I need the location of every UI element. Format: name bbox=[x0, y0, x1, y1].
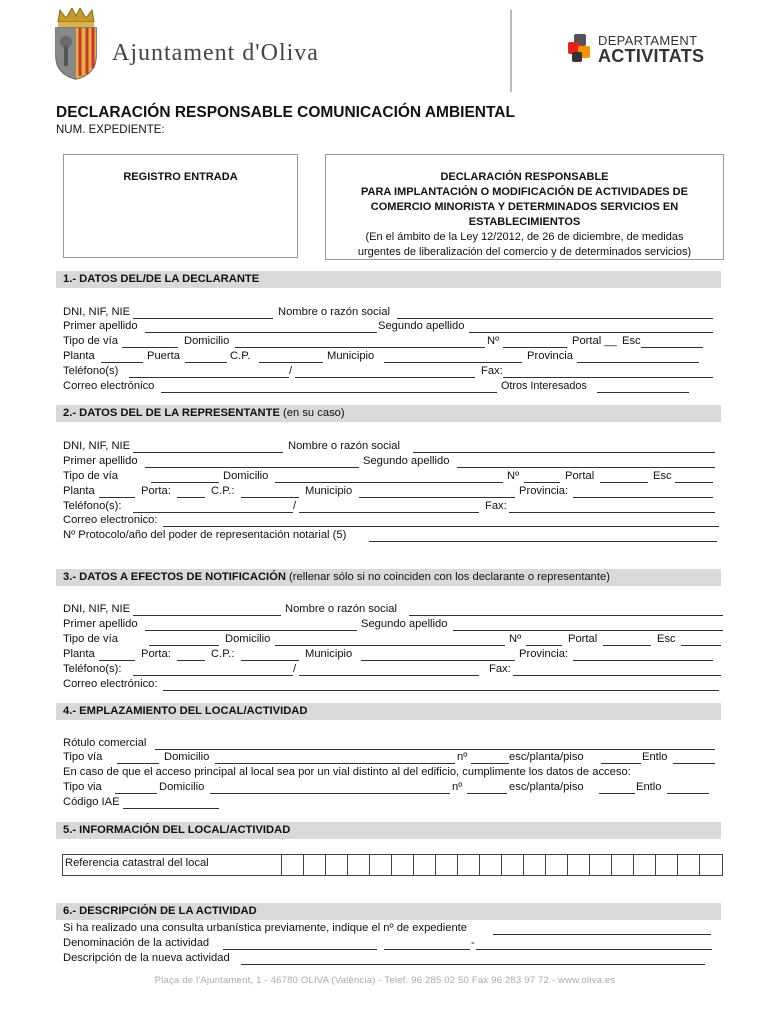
cp-field[interactable] bbox=[241, 497, 299, 498]
label: Nombre o razón social bbox=[288, 440, 400, 452]
numero-field[interactable] bbox=[524, 482, 560, 483]
numero-field[interactable] bbox=[471, 763, 509, 764]
label: Primer apellido bbox=[63, 320, 138, 332]
label: Segundo apellido bbox=[361, 618, 448, 630]
domicilio-field[interactable] bbox=[275, 645, 505, 646]
telefono-1-field[interactable] bbox=[129, 377, 289, 378]
label: Esc bbox=[622, 335, 641, 347]
cp-field[interactable] bbox=[259, 362, 323, 363]
label: Domicilio bbox=[223, 470, 269, 482]
label: C.P.: bbox=[211, 485, 235, 497]
correo-field[interactable] bbox=[163, 690, 719, 691]
catastral-cell[interactable] bbox=[523, 855, 546, 875]
label: Primer apellido bbox=[63, 455, 138, 467]
segundo-apellido-field[interactable] bbox=[469, 332, 713, 333]
section-title-wrap bbox=[63, 571, 610, 583]
telefono-2-field[interactable] bbox=[299, 675, 479, 676]
telefono-1-field[interactable] bbox=[133, 675, 293, 676]
catastral-cell[interactable] bbox=[633, 855, 656, 875]
catastral-cell[interactable] bbox=[303, 855, 326, 875]
descripcion-field[interactable] bbox=[241, 964, 705, 965]
label: Planta bbox=[63, 485, 95, 497]
registro-entrada-box[interactable] bbox=[63, 154, 298, 258]
correo-field[interactable] bbox=[161, 392, 497, 393]
escalera-field[interactable] bbox=[641, 347, 703, 348]
catastral-cell[interactable] bbox=[567, 855, 590, 875]
label: esc/planta/piso bbox=[509, 751, 584, 763]
denominacion-field-2[interactable] bbox=[384, 949, 470, 950]
denominacion-field-3[interactable] bbox=[476, 949, 712, 950]
declaracion-box bbox=[325, 154, 724, 260]
declaracion-line: ESTABLECIMIENTOS bbox=[468, 216, 581, 228]
section-title: 3.- DATOS A EFECTOS DE NOTIFICACIÓN bbox=[63, 571, 286, 583]
section-title-wrap bbox=[63, 407, 345, 419]
label: Nombre o razón social bbox=[278, 306, 390, 318]
document-title: DECLARACIÓN RESPONSABLE COMUNICACIÓN AMBIENTAL bbox=[56, 104, 515, 121]
label: Portal bbox=[565, 470, 595, 482]
label: Segundo apellido bbox=[363, 455, 450, 467]
domicilio-field[interactable] bbox=[215, 763, 455, 764]
domicilio-field[interactable] bbox=[235, 347, 485, 348]
dni-field[interactable] bbox=[133, 318, 273, 319]
label: Esc bbox=[657, 633, 676, 645]
label: Portal __ bbox=[572, 335, 617, 347]
label: Descripción de la nueva actividad bbox=[63, 952, 230, 964]
planta-field[interactable] bbox=[99, 497, 135, 498]
label: DNI, NIF, NIE bbox=[63, 603, 131, 615]
label: Entlo bbox=[636, 781, 662, 793]
entlo-acceso-field[interactable] bbox=[667, 793, 709, 794]
label: Provincia: bbox=[519, 485, 569, 497]
fax-field[interactable] bbox=[503, 377, 713, 378]
department-label: DEPARTAMENT bbox=[598, 33, 698, 48]
label: Fax: bbox=[489, 663, 511, 675]
catastral-cell[interactable] bbox=[281, 855, 304, 875]
esc-planta-field[interactable] bbox=[601, 763, 641, 764]
telefono-1-field[interactable] bbox=[133, 512, 293, 513]
label: Teléfono(s): bbox=[63, 663, 122, 675]
section-title: 4.- EMPLAZAMIENTO DEL LOCAL/ACTIVIDAD bbox=[63, 705, 308, 717]
label: Entlo bbox=[642, 751, 668, 763]
portal-field[interactable] bbox=[600, 482, 648, 483]
segundo-apellido-field[interactable] bbox=[453, 630, 723, 631]
label: Nombre o razón social bbox=[285, 603, 397, 615]
department-name: ACTIVITATS bbox=[598, 46, 705, 66]
section-3-header bbox=[56, 569, 721, 586]
declaracion-line: PARA IMPLANTACIÓN O MODIFICACIÓN DE ACTIVIDADES DE bbox=[361, 186, 688, 198]
primer-apellido-field[interactable] bbox=[145, 467, 359, 468]
label: / bbox=[293, 500, 297, 512]
catastral-cell[interactable] bbox=[589, 855, 612, 875]
label: / bbox=[293, 663, 297, 675]
label: Municipio bbox=[327, 350, 375, 362]
section-6-header bbox=[56, 903, 721, 920]
catastral-cell[interactable] bbox=[413, 855, 436, 875]
label: Domicilio bbox=[225, 633, 271, 645]
label: Nº bbox=[487, 335, 500, 347]
catastral-cell[interactable] bbox=[347, 855, 370, 875]
rotulo-field[interactable] bbox=[155, 749, 715, 750]
label: nº bbox=[457, 751, 468, 763]
municipio-field[interactable] bbox=[384, 362, 522, 363]
nombre-field[interactable] bbox=[409, 615, 723, 616]
otros-interesados-field[interactable] bbox=[597, 392, 689, 393]
label: Denominación de la actividad bbox=[63, 937, 210, 949]
correo-field[interactable] bbox=[163, 526, 719, 527]
expediente-label: NUM. EXPEDIENTE: bbox=[56, 124, 165, 136]
catastral-cell[interactable] bbox=[699, 855, 722, 875]
esc-planta-acceso-field[interactable] bbox=[599, 793, 635, 794]
municipio-field[interactable] bbox=[361, 660, 515, 661]
catastral-cell[interactable] bbox=[435, 855, 458, 875]
town-hall-name: Ajuntament d'Oliva bbox=[112, 40, 319, 66]
entlo-field[interactable] bbox=[673, 763, 715, 764]
label: Planta bbox=[63, 648, 95, 660]
label: Puerta bbox=[147, 350, 180, 362]
denominacion-field-1[interactable] bbox=[223, 949, 377, 950]
label: Porta: bbox=[141, 648, 171, 660]
catastral-cell[interactable] bbox=[369, 855, 392, 875]
label: Municipio bbox=[305, 485, 353, 497]
tipo-via-field[interactable] bbox=[117, 763, 159, 764]
label: esc/planta/piso bbox=[509, 781, 584, 793]
planta-field[interactable] bbox=[101, 362, 143, 363]
label: Correo electrónico: bbox=[63, 678, 158, 690]
catastral-label: Referencia catastral del local bbox=[65, 857, 209, 869]
declaracion-line: COMERCIO MINORISTA Y DETERMINADOS SERVICIOS EN bbox=[370, 201, 679, 213]
tipo-via-field[interactable] bbox=[122, 347, 178, 348]
catastral-cell[interactable] bbox=[545, 855, 568, 875]
catastral-cell[interactable] bbox=[479, 855, 502, 875]
catastral-cell[interactable] bbox=[611, 855, 634, 875]
oliva-coat-of-arms-logo bbox=[52, 8, 100, 80]
label: Porta: bbox=[141, 485, 171, 497]
section-title: 1.- DATOS DEL/DE LA DECLARANTE bbox=[63, 273, 260, 285]
label: Correo electrónico bbox=[63, 380, 155, 392]
catastral-cell[interactable] bbox=[457, 855, 480, 875]
catastral-cell[interactable] bbox=[391, 855, 414, 875]
label: Tipo de vía bbox=[63, 335, 118, 347]
planta-field[interactable] bbox=[99, 660, 135, 661]
declaracion-line: urgentes de liberalización del comercio y de determinados servicios) bbox=[357, 246, 692, 258]
label: Correo electronico: bbox=[63, 514, 158, 526]
department-logo-icon bbox=[568, 34, 594, 64]
catastral-cell[interactable] bbox=[325, 855, 348, 875]
tipo-via-field[interactable] bbox=[151, 482, 219, 483]
label: Tipo de vía bbox=[63, 633, 118, 645]
declaracion-line: (En el ámbito de la Ley 12/2012, de 26 de diciembre, de medidas bbox=[365, 231, 684, 243]
label: Provincia: bbox=[519, 648, 569, 660]
label: Portal bbox=[568, 633, 598, 645]
numero-field[interactable] bbox=[503, 347, 567, 348]
label: Otros Interesados bbox=[501, 380, 587, 392]
label: Código IAE bbox=[63, 796, 120, 808]
nombre-field[interactable] bbox=[413, 452, 715, 453]
nombre-field[interactable] bbox=[397, 318, 713, 319]
telefono-2-field[interactable] bbox=[295, 377, 475, 378]
portal-field[interactable] bbox=[603, 645, 651, 646]
label: Rótulo comercial bbox=[63, 737, 147, 749]
label: DNI, NIF, NIE bbox=[63, 306, 131, 318]
label: Tipo vía bbox=[63, 751, 103, 763]
label: Nº bbox=[507, 470, 520, 482]
dni-field[interactable] bbox=[133, 452, 283, 453]
provincia-field[interactable] bbox=[573, 497, 713, 498]
catastral-cell[interactable] bbox=[501, 855, 524, 875]
puerta-field[interactable] bbox=[185, 362, 227, 363]
footer-address: Plaça de l'Ajuntament, 1 - 46780 OLIVA (València) - Telef. 96 285 02 50 Fax 96 283 97 72 - www.oliva.es bbox=[154, 975, 616, 986]
escalera-field[interactable] bbox=[681, 645, 721, 646]
label: C.P.: bbox=[211, 648, 235, 660]
section-2-header bbox=[56, 405, 721, 422]
provincia-field[interactable] bbox=[573, 660, 713, 661]
iae-field[interactable] bbox=[123, 808, 219, 809]
label: Tipo via bbox=[63, 781, 102, 793]
section-title: 2.- DATOS DEL DE LA REPRESENTANTE bbox=[63, 407, 280, 419]
expediente-consulta-field[interactable] bbox=[493, 934, 711, 935]
escalera-field[interactable] bbox=[675, 482, 713, 483]
label: Teléfono(s) bbox=[63, 365, 119, 377]
telefono-2-field[interactable] bbox=[299, 512, 479, 513]
label: Fax: bbox=[485, 500, 507, 512]
label: - bbox=[471, 937, 475, 949]
referencia-catastral-table bbox=[62, 854, 723, 876]
section-title: 5.- INFORMACIÓN DEL LOCAL/ACTIVIDAD bbox=[63, 824, 291, 836]
section-5-header bbox=[56, 822, 721, 839]
cp-field[interactable] bbox=[241, 660, 299, 661]
puerta-field[interactable] bbox=[177, 497, 205, 498]
primer-apellido-field[interactable] bbox=[145, 332, 377, 333]
label: Nº Protocolo/año del poder de representación notarial (5) bbox=[63, 529, 347, 541]
puerta-field[interactable] bbox=[177, 660, 205, 661]
declaracion-line: DECLARACIÓN RESPONSABLE bbox=[440, 171, 609, 183]
numero-field[interactable] bbox=[526, 645, 562, 646]
label: Esc bbox=[653, 470, 672, 482]
registro-entrada-label: REGISTRO ENTRADA bbox=[123, 171, 238, 183]
label: C.P. bbox=[230, 350, 251, 362]
label: Provincia bbox=[527, 350, 574, 362]
label: Si ha realizado una consulta urbanística previamente, indique el nº de expediente bbox=[63, 922, 467, 934]
label: Fax: bbox=[481, 365, 503, 377]
numero-acceso-field[interactable] bbox=[467, 793, 507, 794]
catastral-cell[interactable] bbox=[677, 855, 700, 875]
municipio-field[interactable] bbox=[359, 497, 515, 498]
section-note: (rellenar sólo si no coinciden con los declarante o representante) bbox=[289, 571, 610, 583]
provincia-field[interactable] bbox=[577, 362, 699, 363]
header-divider bbox=[510, 10, 512, 92]
primer-apellido-field[interactable] bbox=[145, 630, 357, 631]
section-note: (en su caso) bbox=[283, 407, 345, 419]
label: Segundo apellido bbox=[378, 320, 465, 332]
label: nº bbox=[452, 781, 463, 793]
protocolo-field[interactable] bbox=[369, 541, 717, 542]
domicilio-field[interactable] bbox=[275, 482, 503, 483]
label: Domicilio bbox=[164, 751, 210, 763]
fax-field[interactable] bbox=[513, 675, 721, 676]
section-4-header bbox=[56, 703, 721, 720]
fax-field[interactable] bbox=[509, 512, 715, 513]
label: Municipio bbox=[305, 648, 353, 660]
tipo-via-field[interactable] bbox=[149, 645, 219, 646]
section-1-header bbox=[56, 271, 721, 288]
dni-field[interactable] bbox=[133, 615, 281, 616]
label: Nº bbox=[509, 633, 522, 645]
segundo-apellido-field[interactable] bbox=[457, 467, 715, 468]
domicilio-acceso-field[interactable] bbox=[210, 793, 450, 794]
label: Tipo de vía bbox=[63, 470, 118, 482]
label: Planta bbox=[63, 350, 95, 362]
catastral-cell[interactable] bbox=[655, 855, 678, 875]
acceso-note: En caso de que el acceso principal al local sea por un vial distinto al del edificio, cumplimente los datos de acceso: bbox=[63, 766, 631, 778]
section-title: 6.- DESCRIPCIÓN DE LA ACTIVIDAD bbox=[63, 905, 257, 917]
label: Teléfono(s): bbox=[63, 500, 122, 512]
label: Domicilio bbox=[159, 781, 205, 793]
label: / bbox=[289, 365, 293, 377]
label: Domicilio bbox=[184, 335, 230, 347]
tipo-via-acceso-field[interactable] bbox=[115, 793, 157, 794]
label: Primer apellido bbox=[63, 618, 138, 630]
label: DNI, NIF, NIE bbox=[63, 440, 131, 452]
